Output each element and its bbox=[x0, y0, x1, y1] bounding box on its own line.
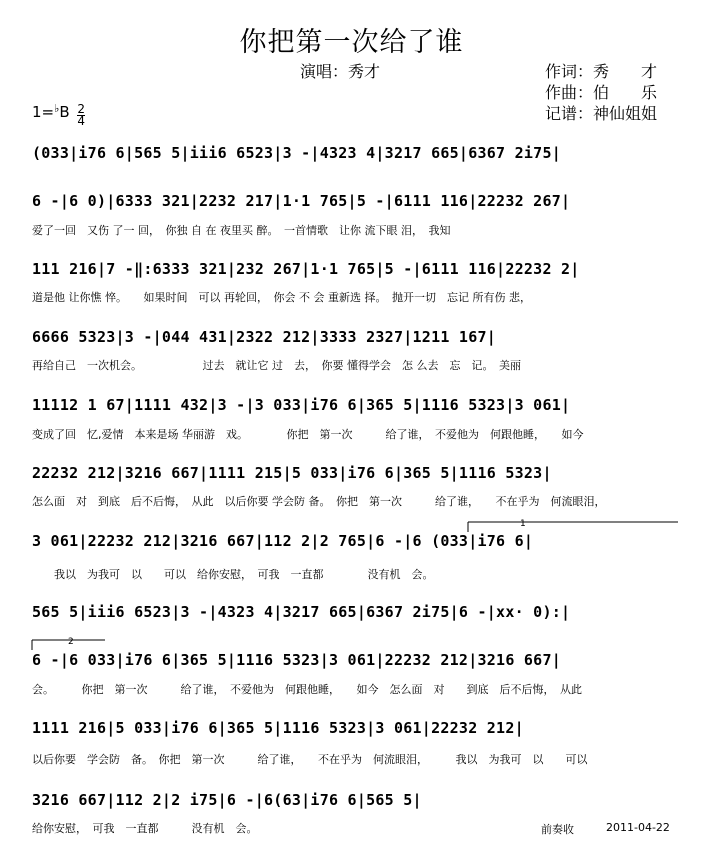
composer-credit: 作曲：伯 乐 bbox=[545, 83, 658, 102]
key-prefix: 1= bbox=[32, 103, 55, 121]
score-line-10: 1111 216|5 033|i76 6|365 5|1116 5323|3 061|22232 212| bbox=[32, 719, 524, 737]
time-signature-top: 2 bbox=[77, 102, 86, 116]
lyric-line-5: 变成了回 忆,爱情 本来是场 华丽游 戏。 你把 第一次 给了谁， 不爱他为 何跟他睡， 如今 bbox=[32, 428, 584, 441]
lyric-line-2: 爱了一回 又伤 了一 回， 你独 自 在 夜里买 醉。 一首情歌 让你 流下眼 泪， 我知 bbox=[32, 224, 451, 237]
lyricist-credit: 作词：秀 才 bbox=[545, 62, 658, 81]
time-signature-bottom: 4 bbox=[77, 114, 86, 128]
lyric-line-7: 我以 为我可 以 可以 给你安慰， 可我 一直都 没有机 会。 bbox=[32, 568, 434, 581]
lyric-line-3: 道是他 让你憔 悴。 如果时间 可以 再轮回， 你会 不 会 重新选 择。 抛开一切 忘记 所有伤 悲， bbox=[32, 291, 531, 304]
score-line-5: 11112 1 67|1111 432|3 -|3 033|i76 6|365 5|1116 5323|3 061| bbox=[32, 396, 571, 414]
key-note: B bbox=[59, 103, 70, 121]
song-title: 你把第一次给了谁 bbox=[239, 27, 464, 58]
lyric-line-6: 怎么面 对 到底 后不后悔， 从此 以后你要 学会防 备。 你把 第一次 给了谁， 不在乎为 何流眼泪， bbox=[32, 495, 606, 508]
score-line-3: 111 216|7 -‖:6333 321|232 267|1·1 765|5 -|6111 116|22232 2| bbox=[32, 260, 580, 278]
lyric-line-9: 会。 你把 第一次 给了谁， 不爱他为 何跟他睡， 如今 怎么面 对 到底 后不后悔， 从此 bbox=[32, 683, 582, 696]
lyric-line-11: 给你安慰， 可我 一直都 没有机 会。 bbox=[32, 822, 258, 835]
footer-credit: 前奏收 bbox=[541, 823, 574, 836]
lyric-line-4: 再给自己 一次机会。 过去 就让它 过 去， 你要 懂得学会 怎 么去 忘 记。 美丽 bbox=[32, 359, 521, 372]
score-line-4: 6666 5323|3 -|044 431|2322 212|3333 2327|1211 167| bbox=[32, 328, 497, 346]
score-line-2: 6 -|6 0)|6333 321|2232 217|1·1 765|5 -|6111 116|22232 267| bbox=[32, 192, 571, 210]
footer-date: 2011-04-22 bbox=[606, 821, 670, 834]
score-line-1: (033|i76 6|565 5|iii6 6523|3 -|4323 4|3217 665|6367 2i75| bbox=[32, 144, 562, 162]
key-flat: ♭ bbox=[54, 102, 60, 115]
volta-bracket-1 bbox=[468, 522, 678, 532]
singer-credit: 演唱：秀才 bbox=[300, 62, 381, 81]
score-line-8: 565 5|iii6 6523|3 -|4323 4|3217 665|6367 2i75|6 -|xx· 0):| bbox=[32, 603, 571, 621]
lyric-line-10: 以后你要 学会防 备。 你把 第一次 给了谁， 不在乎为 何流眼泪， 我以 为我可 以 可以 bbox=[32, 753, 588, 766]
transcriber-credit: 记谱：神仙姐姐 bbox=[545, 104, 658, 123]
score-line-9: 6 -|6 033|i76 6|365 5|1116 5323|3 061|22232 212|3216 667| bbox=[32, 651, 562, 669]
volta-1-number: 1 bbox=[520, 519, 526, 529]
score-line-11: 3216 667|112 2|2 i75|6 -|6(63|i76 6|565 5| bbox=[32, 791, 422, 809]
score-line-7: 3 061|22232 212|3216 667|112 2|2 765|6 -|6 (033|i76 6| bbox=[32, 532, 534, 550]
score-line-6: 22232 212|3216 667|1111 215|5 033|i76 6|365 5|1116 5323| bbox=[32, 464, 552, 482]
volta-2-number: 2 bbox=[68, 637, 74, 647]
